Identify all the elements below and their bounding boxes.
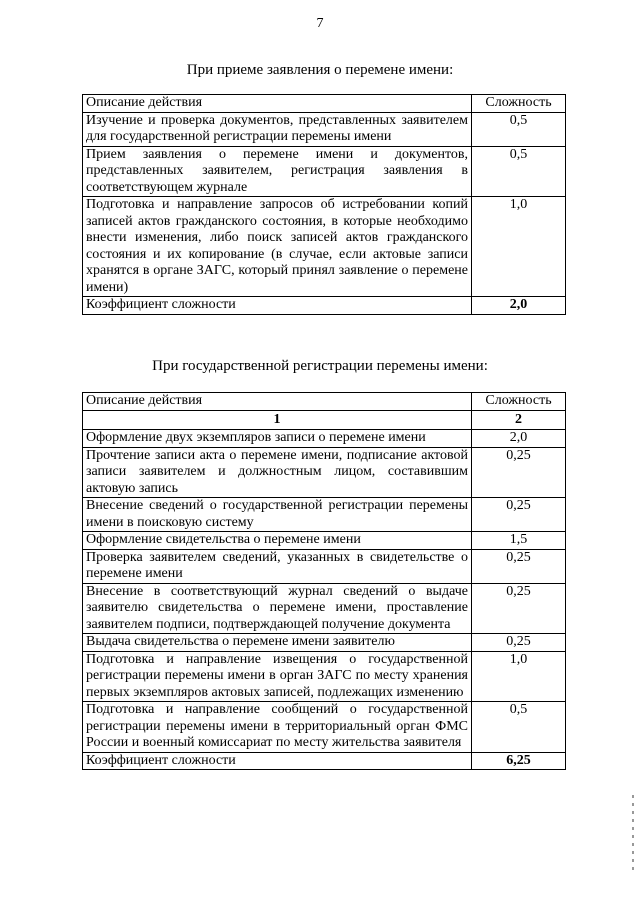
page-number: 7 [316, 16, 324, 31]
row-complexity: 0,25 [472, 634, 566, 652]
row-description: Подготовка и направление запросов об истребовании копий записей актов гражданского состояния, в которые необходимо внести изменения, либо поиск записей актов гражданского состояния и их копирование (в случае, если актовые записи хранятся в органе ЗАГС, который принял заявление о перемене имени) [83, 197, 472, 297]
row-description: Изучение и проверка документов, представленных заявителем для государственной регистрации перемены имени [83, 112, 472, 146]
table-row [83, 197, 566, 297]
row-complexity: 0,25 [472, 583, 566, 634]
row-complexity: 0,5 [472, 702, 566, 753]
row-complexity: 0,5 [472, 146, 566, 197]
complexity-table-application [82, 94, 566, 315]
header-complexity: Сложность [472, 95, 566, 113]
header-complexity: Сложность [472, 393, 566, 411]
total-label: Коэффициент сложности [83, 297, 472, 315]
column-number-1: 1 [83, 410, 472, 430]
column-number-2: 2 [472, 410, 566, 430]
row-description: Оформление двух экземпляров записи о перемене имени [83, 430, 472, 448]
row-description: Подготовка и направление сообщений о государственной регистрации перемены имени в территориальный орган ФМС России и военный комиссариат по месту жительства заявителя [83, 702, 472, 753]
table-row [83, 447, 566, 498]
row-complexity: 1,0 [472, 197, 566, 297]
table-header-row [83, 95, 566, 113]
row-complexity: 0,5 [472, 112, 566, 146]
table-row [83, 498, 566, 532]
row-complexity: 1,0 [472, 651, 566, 702]
row-description: Внесение в соответствующий журнал сведений о выдаче заявителю свидетельства о перемене имени, проставление заявителем подписи, подтверждающей получение документа [83, 583, 472, 634]
row-description: Прием заявления о перемене имени и документов, представленных заявителем, регистрация заявления в соответствующем журнале [83, 146, 472, 197]
row-complexity: 1,5 [472, 532, 566, 550]
row-description: Прочтение записи акта о перемене имени, подписание актовой записи заявителем и должностным лицом, составившим актовую запись [83, 447, 472, 498]
row-complexity: 2,0 [472, 430, 566, 448]
table-header-row [83, 393, 566, 411]
row-complexity: 0,25 [472, 447, 566, 498]
section-title-registration: При государственной регистрации перемены имени: [152, 358, 488, 374]
total-value: 2,0 [472, 297, 566, 315]
table-row [83, 430, 566, 448]
table-row [83, 651, 566, 702]
total-label: Коэффициент сложности [83, 752, 472, 770]
section-title-application: При приеме заявления о перемене имени: [186, 62, 454, 78]
table-row [83, 112, 566, 146]
row-complexity: 0,25 [472, 549, 566, 583]
header-description: Описание действия [83, 95, 472, 113]
row-description: Оформление свидетельства о перемене имени [83, 532, 472, 550]
row-description: Проверка заявителем сведений, указанных в свидетельстве о перемене имени [83, 549, 472, 583]
row-description: Выдача свидетельства о перемене имени заявителю [83, 634, 472, 652]
table-row [83, 549, 566, 583]
row-description: Внесение сведений о государственной регистрации перемены имени в поисковую систему [83, 498, 472, 532]
complexity-table-registration [82, 392, 566, 770]
column-number-row [83, 410, 566, 430]
scan-edge-marks [630, 790, 636, 890]
total-row [83, 752, 566, 770]
table-row [83, 634, 566, 652]
row-description: Подготовка и направление извещения о государственной регистрации перемены имени в орган ЗАГС по месту хранения первых экземпляров актовых записей, подлежащих изменению [83, 651, 472, 702]
header-description: Описание действия [83, 393, 472, 411]
table-row [83, 702, 566, 753]
row-complexity: 0,25 [472, 498, 566, 532]
table-row [83, 146, 566, 197]
total-row [83, 297, 566, 315]
table-row [83, 532, 566, 550]
total-value: 6,25 [472, 752, 566, 770]
table-row [83, 583, 566, 634]
